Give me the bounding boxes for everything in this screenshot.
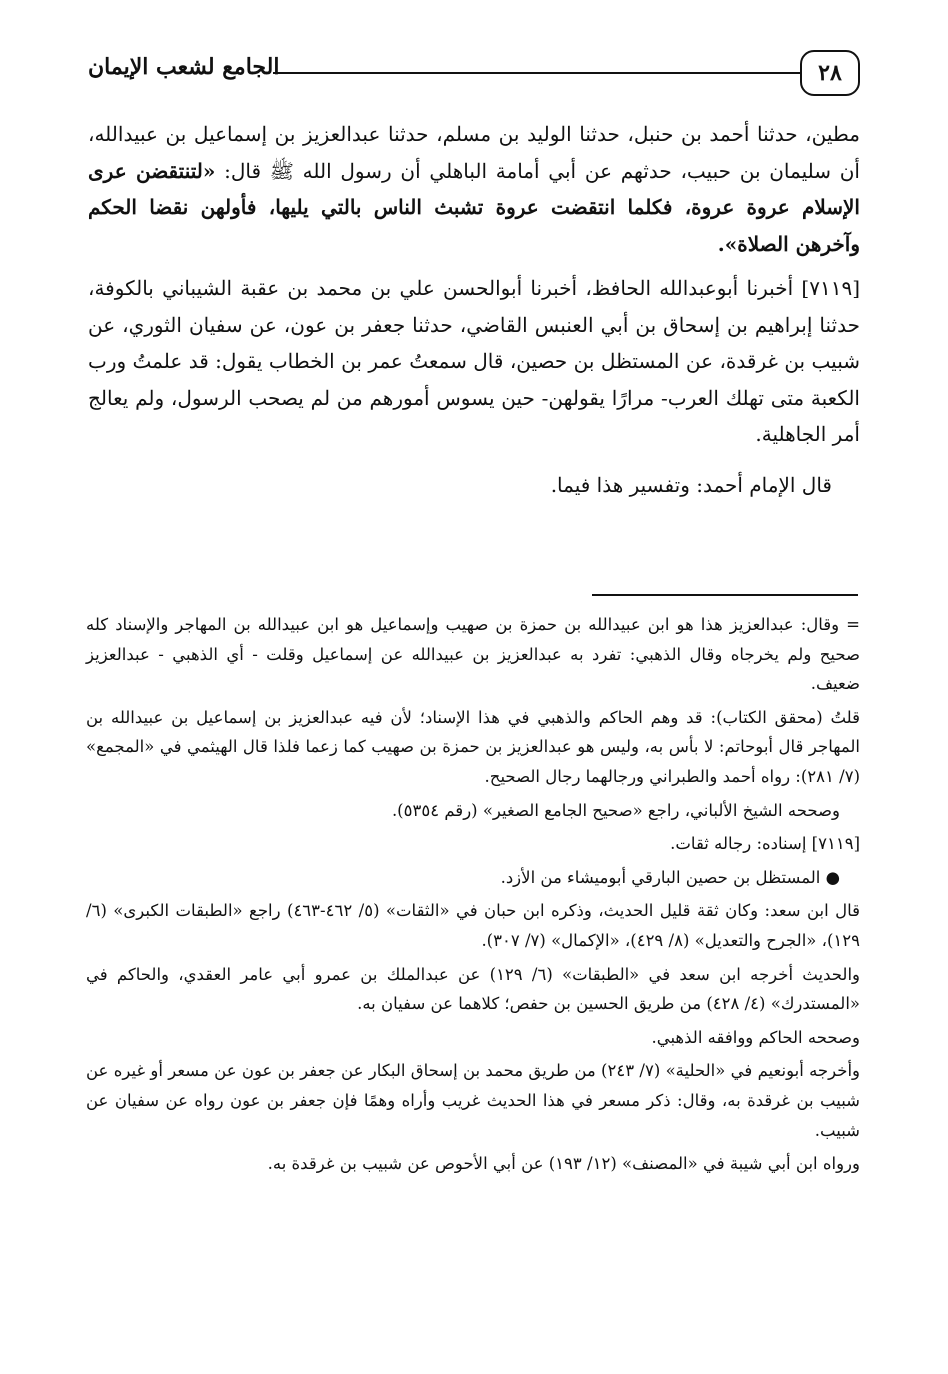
footnote-narrator: ● المستظل بن حصين البارقي أبوميشاء من الأزد. [500,867,840,887]
footnote-7119-heading: [٧١١٩] إسناده: رجاله ثقات. [670,834,860,854]
footnote-editor-note: قلتُ (محقق الكتاب): قد وهم الحاكم والذهبي في هذا الإسناد؛ لأن فيه عبدالعزيز بن إسماعيل بن عبيدالله بن المهاجر قال أبوحاتم: لا بأس به، وليس هو عبدالعزيز بن حمزة بن صهيب كما زعما فلذا قال الهيثمي في «المجمع» (٧/ ٢٨١): رواه أحمد والطبراني ورجالهما رجال الصحيح. [86,707,860,786]
paragraph-hadith-7118 [88,116,860,262]
page-header [88,44,860,104]
main-text [88,116,860,511]
isnad-text: مطين، حدثنا أحمد بن حنبل، حدثنا الوليد بن مسلم، حدثنا عبدالعزيز بن إسماعيل بن عبيدالله، أن سليمان بن حبيب، حدثهم عن أبي أمامة الباهلي أن رسول الله ﷺ قال: [88,122,860,183]
footnote-abu-nuaym: وأخرجه أبونعيم في «الحلية» (٧/ ٢٤٣) من طريق محمد بن إسحاق البكار عن جعفر بن عون عن مسعر أو غيره عن شبيب بن غرقدة به، وقال: ذكر مسعر في هذا الحديث غريب وأراه وهمًا فإن جعفر بن عون رواه عن سفيان عن شبيب. [86,1061,860,1140]
footnote-divider [592,594,858,596]
footnote-continuation: = وقال: عبدالعزيز هذا هو ابن عبيدالله بن حمزة بن صهيب وإسماعيل هو ابن عبيدالله بن المهاجر والإسناد كله صحيح ولم يخرجاه وقال الذهبي: تفرد به عبدالعزيز بن عبيدالله عن إسماعيل وقلت - أي الذهبي - عبدالعزيز ضعيف. [86,615,860,694]
hadith-matn: «لتنتقضن عرى الإسلام عروة عروة، فكلما انتقضت عروة تشبث الناس بالتي يليها، فأولهن نقضا الحكم وآخرهن الصلاة». [88,158,860,256]
footnote-ibn-saad: قال ابن سعد: وكان ثقة قليل الحديث، وذكره ابن حبان في «الثقات» (٥/ ٤٦٢-٤٦٣) راجع «الطبقات الكبرى» (٦/ ١٢٩)، «الجرح والتعديل» (٨/ ٤٢٩)، «الإكمال» (٧/ ٣٠٧). [86,901,860,950]
page-number: ٢٨ [800,50,860,96]
footnote-hakim: وصححه الحاكم ووافقه الذهبي. [651,1027,860,1047]
header-rule [273,72,800,74]
paragraph-hadith-7119: [٧١١٩] أخبرنا أبوعبدالله الحافظ، أخبرنا أبوالحسن علي بن محمد بن عقبة الشيباني بالكوفة، حدثنا إبراهيم بن إسحاق بن أبي العنبس القاضي، حدثنا جعفر بن عون، عن سفيان الثوري، عن شبيب بن غرقدة، عن المستظل بن حصين، قال سمعتُ عمر بن الخطاب يقول: قد علمتُ ورب الكعبة متى تهلك العرب- مرارًا يقولهن- حين يسوس أمورهم من لم يصحب الرسول، ولم يعالج أمر الجاهلية. [88,276,860,446]
footnote-takhrij: والحديث أخرجه ابن سعد في «الطبقات» (٦/ ١٢٩) عن عبدالملك بن عمرو أبي عامر العقدي، والحاكم في «المستدرك» (٤/ ٤٢٨) من طريق الحسين بن حفص؛ كلاهما عن سفيان به. [86,964,860,1014]
paragraph-imam-ahmad: قال الإمام أحمد: وتفسير هذا فيما. [550,472,832,497]
footnote-ibn-abi-shayba: ورواه ابن أبي شيبة في «المصنف» (١٢/ ١٩٣) عن أبي الأحوص عن شبيب بن غرقدة به. [267,1154,860,1174]
footnotes [86,610,860,1183]
footnote-albani: وصححه الشيخ الألباني، راجع «صحيح الجامع الصغير» (رقم ٥٣٥٤). [391,800,840,820]
book-title: الجامع لشعب الإيمان [88,54,280,80]
